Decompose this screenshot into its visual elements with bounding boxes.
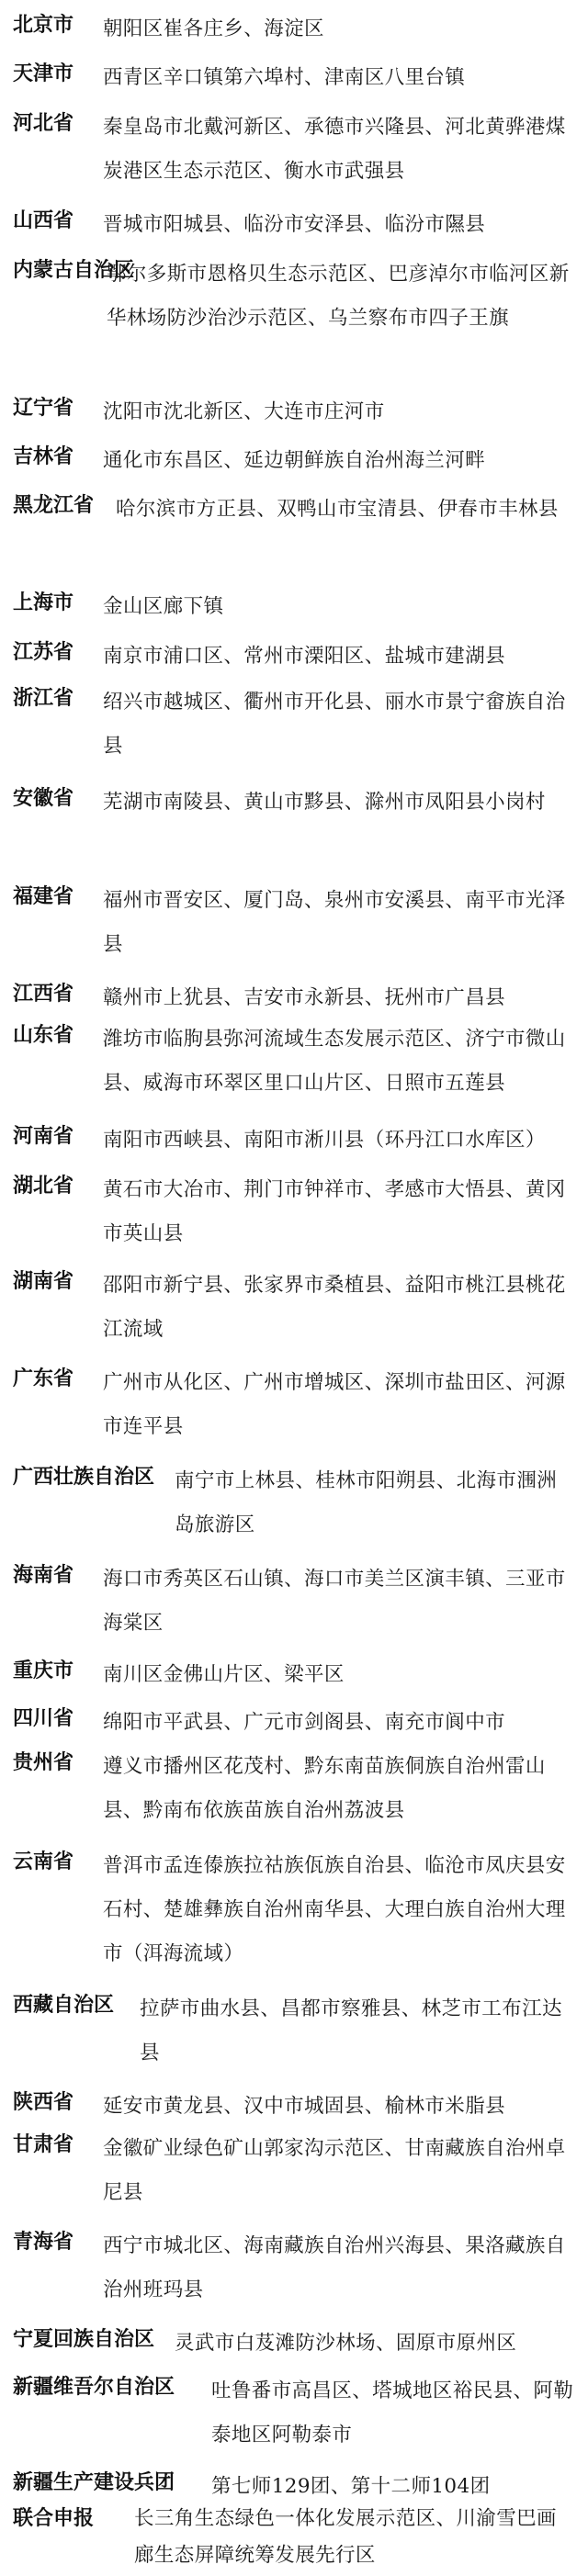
region-name: 江西省 (13, 983, 74, 1006)
region-name: 浙江省 (13, 687, 74, 710)
list-item (13, 2085, 575, 2121)
area-names: 芜湖市南陵县、黄山市黟县、滁州市凤阳县小岗村 (103, 791, 546, 814)
list-item (13, 1168, 575, 1256)
area-names: 哈尔滨市方正县、双鸭山市宝清县、伊春市丰林县 (116, 498, 559, 521)
list-item (13, 1987, 575, 2075)
list-item (13, 390, 575, 427)
region-name: 北京市 (13, 14, 74, 37)
list-item (13, 106, 575, 194)
list-item (13, 585, 575, 622)
region-name: 甘肃省 (13, 2133, 74, 2156)
area-names: 赣州市上犹县、吉安市永新县、抚州市广昌县 (103, 986, 506, 1009)
region-name: 贵州省 (13, 1751, 74, 1774)
region-name: 山东省 (13, 1024, 74, 1047)
area-names: 朝阳区崔各庄乡、海淀区 (103, 17, 324, 40)
area-names: 海口市秀英区石山镇、海口市美兰区演丰镇、三亚市海棠区 (103, 1568, 566, 1635)
list-item (13, 253, 575, 385)
area-names: 遵义市播州区花茂村、黔东南苗族侗族自治州雷山县、黔南布依族苗族自治州荔波县 (103, 1755, 546, 1822)
list-item (13, 1653, 575, 1690)
region-name: 河北省 (13, 112, 74, 135)
list-item (13, 2127, 575, 2215)
area-names: 通化市东昌区、延边朝鲜族自治州海兰河畔 (103, 449, 486, 472)
list-item (13, 1119, 575, 1155)
list-item (13, 1558, 575, 1646)
list-item (13, 2369, 575, 2458)
area-names: 秦皇岛市北戴河新区、承德市兴隆县、河北黄骅港煤炭港区生态示范区、衡水市武强县 (103, 116, 566, 183)
area-names: 长三角生态绿色一体化发展示范区、川渝雪巴画廊生态屏障统筹发展先行区 (134, 2507, 557, 2567)
region-name: 四川省 (13, 1707, 74, 1730)
area-names: 福州市晋安区、厦门岛、泉州市安溪县、南平市光泽县 (103, 889, 566, 956)
area-names: 金徽矿业绿色矿山郭家沟示范区、甘南藏族自治州卓尼县 (103, 2137, 566, 2204)
area-names: 拉萨市曲水县、昌都市察雅县、林芝市工布江达县 (140, 1997, 562, 2064)
list-item (13, 56, 575, 93)
area-names: 西宁市城北区、海南藏族自治州兴海县、果洛藏族自治州班玛县 (103, 2234, 566, 2301)
region-name: 广东省 (13, 1367, 74, 1390)
area-names: 沈阳市沈北新区、大连市庄河市 (103, 400, 385, 423)
region-name: 安徽省 (13, 787, 74, 810)
area-names: 鄂尔多斯市恩格贝生态示范区、巴彦淖尔市临河区新华林场防沙治沙示范区、乌兰察布市四子王旗 (107, 263, 570, 330)
list-item (13, 681, 575, 769)
area-names: 延安市黄龙县、汉中市城固县、榆林市米脂县 (103, 2095, 506, 2118)
area-names: 广州市从化区、广州市增城区、深圳市盐田区、河源市连平县 (103, 1371, 566, 1438)
region-name: 陕西省 (13, 2091, 74, 2114)
region-name: 联合申报 (13, 2507, 95, 2530)
area-names: 南宁市上林县、桂林市阳朔县、北海市涠洲岛旅游区 (175, 1469, 558, 1536)
area-names: 金山区廊下镇 (103, 595, 224, 618)
area-names: 普洱市孟连傣族拉祜族佤族自治县、临沧市凤庆县安石村、楚雄彝族自治州南华县、大理白族自治州大理市（洱海流域） (103, 1854, 566, 1965)
list-item (13, 879, 575, 967)
list-item (13, 488, 575, 576)
list-item (13, 1018, 575, 1106)
region-name: 新疆维吾尔自治区 (13, 2376, 175, 2399)
region-name: 西藏自治区 (13, 1994, 115, 2017)
list-item (13, 439, 575, 476)
region-name: 河南省 (13, 1125, 74, 1148)
list-item (13, 1745, 575, 1833)
list-item (13, 1844, 575, 1976)
list-item (13, 2465, 575, 2502)
region-name: 湖北省 (13, 1175, 74, 1198)
region-name: 辽宁省 (13, 397, 74, 420)
list-item (13, 976, 575, 1013)
region-name: 广西壮族自治区 (13, 1466, 155, 1489)
region-name: 云南省 (13, 1850, 74, 1873)
region-name: 重庆市 (13, 1659, 74, 1682)
area-names: 南川区金佛山片区、梁平区 (103, 1663, 345, 1686)
list-item (13, 1264, 575, 1352)
region-name: 青海省 (13, 2231, 74, 2254)
region-name: 湖南省 (13, 1270, 74, 1293)
region-name: 宁夏回族自治区 (13, 2328, 155, 2351)
region-name: 海南省 (13, 1564, 74, 1587)
list-item (13, 1459, 575, 1547)
area-names: 吐鲁番市高昌区、塔城地区裕民县、阿勒泰地区阿勒泰市 (211, 2379, 574, 2447)
list-item (13, 2224, 575, 2312)
area-names: 灵武市白芨滩防沙林场、固原市原州区 (175, 2332, 517, 2355)
list-item (13, 635, 575, 671)
area-names: 邵阳市新宁县、张家界市桑植县、益阳市桃江县桃花江流域 (103, 1274, 566, 1341)
area-names: 南京市浦口区、常州市溧阳区、盐城市建湖县 (103, 645, 506, 668)
region-name: 内蒙古自治区 (13, 259, 135, 282)
region-name: 新疆生产建设兵团 (13, 2471, 175, 2494)
region-name: 黑龙江省 (13, 494, 95, 517)
list-item (13, 1701, 575, 1738)
region-name: 江苏省 (13, 641, 74, 664)
list-item (13, 781, 575, 869)
region-name: 天津市 (13, 62, 74, 85)
area-names: 潍坊市临朐县弥河流域生态发展示范区、济宁市微山县、威海市环翠区里口山片区、日照市五莲县 (103, 1028, 566, 1095)
area-names: 第七师129团、第十二师104团 (211, 2475, 491, 2498)
region-name: 吉林省 (13, 445, 74, 468)
list-item (13, 2501, 575, 2574)
area-names: 绵阳市平武县、广元市剑阁县、南充市阆中市 (103, 1711, 506, 1734)
area-names: 西青区辛口镇第六埠村、津南区八里台镇 (103, 66, 466, 89)
list-item (13, 2322, 575, 2358)
list-item (13, 203, 575, 240)
area-names: 绍兴市越城区、衢州市开化县、丽水市景宁畲族自治县 (103, 691, 566, 758)
area-names: 黄石市大冶市、荆门市钟祥市、孝感市大悟县、黄冈市英山县 (103, 1178, 566, 1245)
list-item (13, 7, 575, 44)
region-name: 上海市 (13, 591, 74, 614)
area-names: 晋城市阳城县、临汾市安泽县、临汾市隰县 (103, 213, 486, 236)
region-name: 山西省 (13, 209, 74, 232)
area-names: 南阳市西峡县、南阳市淅川县（环丹江口水库区） (103, 1129, 546, 1152)
region-name: 福建省 (13, 885, 74, 908)
list-item (13, 1361, 575, 1449)
